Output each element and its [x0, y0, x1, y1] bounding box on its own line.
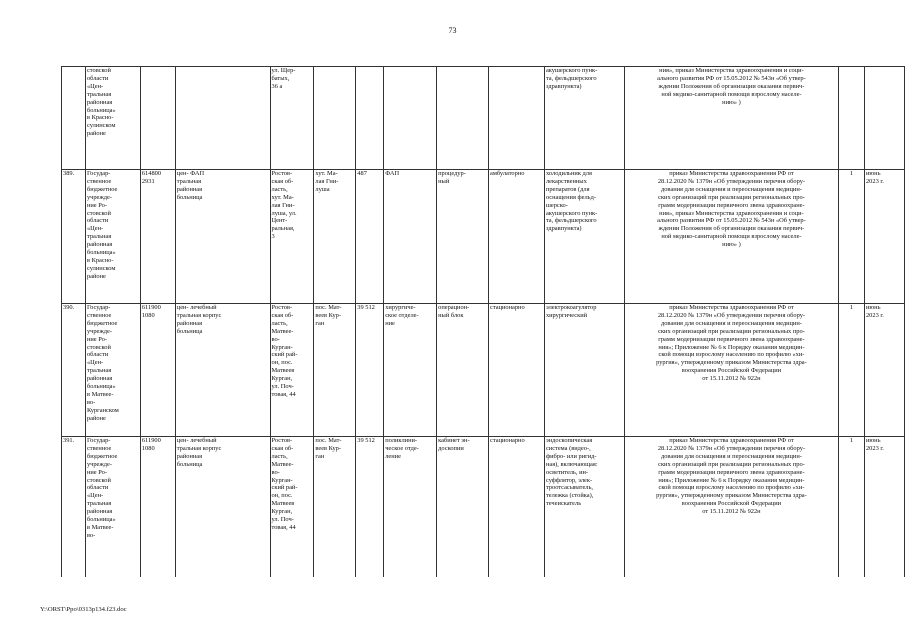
- equipment-cell: холодильник для лекарственных препаратов (для оснащения фельд- шерско- акушерского пунк- та, фельдшерского здравпункта): [544, 170, 624, 304]
- room-cell: кабинет эн- доскопии: [437, 437, 489, 577]
- room-cell: [437, 67, 489, 170]
- address-cell: Ростов- ская об- ласть, Матвее- во- Курган- ский рай- он, пос. Матвеев Курган, ул. Поч- товая, 44: [270, 304, 314, 437]
- department-cell: ФАП: [384, 170, 437, 304]
- division-cell: [175, 67, 270, 170]
- address-cell: ул. Щер- батых, 36 а: [270, 67, 314, 170]
- footer-file-path: Y:\ORST\Ppo\0313p134.f23.doc: [40, 606, 127, 613]
- care-type-cell: стационарно: [489, 437, 545, 577]
- population-cell: 39 512: [356, 304, 384, 437]
- institution-cell: Государ- ственное бюджетное учрежде- ние Ро- стовской области «Цен- тральная районная больница» в Матвее- во-: [85, 437, 140, 577]
- settlement-cell: хут. Ма- лая Гни- луша: [314, 170, 356, 304]
- inn-cell: [140, 67, 175, 170]
- population-cell: [356, 67, 384, 170]
- population-cell: 487: [356, 170, 384, 304]
- table-row: [62, 170, 905, 304]
- deadline-cell: [864, 67, 904, 170]
- address-cell: Ростов- ская об- ласть, хут. Ма- лая Гни- луша, ул. Цент- ральная, 3: [270, 170, 314, 304]
- settlement-cell: пос. Мат- веев Кур- ган: [314, 304, 356, 437]
- care-type-cell: [489, 67, 545, 170]
- room-cell: процедур- ный: [437, 170, 489, 304]
- department-cell: хирургиче- ское отделе- ние: [384, 304, 437, 437]
- table-row: [62, 304, 905, 437]
- inn-cell: 611900 1080: [140, 437, 175, 577]
- inn-cell: 614800 2931: [140, 170, 175, 304]
- quantity-cell: 1: [839, 304, 865, 437]
- institution-cell: стовской области «Цен- тральная районная больница» в Красно- сулинском районе: [85, 67, 140, 170]
- settlement-cell: пос. Мат- веев Кур- ган: [314, 437, 356, 577]
- division-cell: цен- лечебный тральная корпус районная больница: [175, 437, 270, 577]
- deadline-cell: июнь 2023 г.: [864, 437, 904, 577]
- page-number: 73: [448, 26, 457, 35]
- quantity-cell: [839, 67, 865, 170]
- division-cell: цен- ФАП тральная районная больница: [175, 170, 270, 304]
- regulation-cell: ния», приказ Министерства здравоохранения и соци- ального развития РФ от 15.05.2012 № 543н «Об утвер- ждении Положения об организации оказания первич- ной медико-санитарной помощи взрослому населе- нию» ): [624, 67, 838, 170]
- equipment-cell: электрокоагулятор хирургический: [544, 304, 624, 437]
- quantity-cell: 1: [839, 437, 865, 577]
- row-number-cell: [62, 67, 86, 170]
- settlement-cell: [314, 67, 356, 170]
- institution-cell: Государ- ственное бюджетное учрежде- ние Ро- стовской области «Цен- тральная районная больница» в Матвее- во- Курганском районе: [85, 304, 140, 437]
- address-cell: Ростов- ская об- ласть, Матвее- во- Курган- ский рай- он, пос. Матвеев Курган, ул. Поч- товая, 44: [270, 437, 314, 577]
- inn-cell: 611900 1080: [140, 304, 175, 437]
- row-number-cell: 391.: [62, 437, 86, 577]
- department-cell: поликлини- ческое отде- ление: [384, 437, 437, 577]
- table-row: [62, 437, 905, 577]
- regulation-cell: приказ Министерства здравоохранения РФ от 28.12.2020 № 1379н «Об утверждении перечня обору- дования для оснащения и переоснащения медицин- ских организаций при реализации региональных про- грамм модернизации первичного звена здравоохране- ния», приказ Министерства здравоохранения и соци- ального развития РФ от 15.05.2012 № 543н «Об утвер- ждении Положения об организации оказания первич- ной медико-санитарной помощи взрослому населе- нию» ): [624, 170, 838, 304]
- care-type-cell: стационарно: [489, 304, 545, 437]
- quantity-cell: 1: [839, 170, 865, 304]
- regulation-cell: приказ Министерства здравоохранения РФ от 28.12.2020 № 1379н «Об утверждении перечня обору- дования для оснащения и переоснащения медицин- ских организаций при реализации региональных про- грамм модернизации первичного звена здравоохране- ния»; Приложение № 6 к Порядку оказания медицин- ской помощи взрослому населению по профилю «хи- рургия», утвержденному приказом Министерства здра- воохранения Российской Федерации от 15.11.2012 № 922н: [624, 304, 838, 437]
- division-cell: цен- лечебный тральная корпус районная больница: [175, 304, 270, 437]
- deadline-cell: июнь 2023 г.: [864, 170, 904, 304]
- row-number-cell: 389.: [62, 170, 86, 304]
- deadline-cell: июнь 2023 г.: [864, 304, 904, 437]
- equipment-cell: эндоскопическая система (видео-, фибро- или ригид- ная), включающая: осветитель, ин- суффлятор, элек- троотсасыватель, тележка (стойка), течеискатель: [544, 437, 624, 577]
- equipment-table: [61, 66, 905, 577]
- regulation-cell: приказ Министерства здравоохранения РФ от 28.12.2020 № 1379н «Об утверждении перечня обору- дования для оснащения и переоснащения медицин- ских организаций при реализации региональных про- грамм модернизации первичного звена здравоохране- ния»; Приложение № 6 к Порядку оказания медицин- ской помощи взрослому населению по профилю «хи- рургия», утвержденному приказом Министерства здра- воохранения Российской Федерации от 15.11.2012 № 922н: [624, 437, 838, 577]
- row-number-cell: 390.: [62, 304, 86, 437]
- care-type-cell: амбулаторно: [489, 170, 545, 304]
- room-cell: операцион- ный блок: [437, 304, 489, 437]
- population-cell: 39 512: [356, 437, 384, 577]
- table-row: [62, 67, 905, 170]
- department-cell: [384, 67, 437, 170]
- equipment-cell: акушерского пунк- та, фельдшерского здравпункта): [544, 67, 624, 170]
- institution-cell: Государ- ственное бюджетное учрежде- ние Ро- стовской области «Цен- тральная районная больница» в Красно- сулинском районе: [85, 170, 140, 304]
